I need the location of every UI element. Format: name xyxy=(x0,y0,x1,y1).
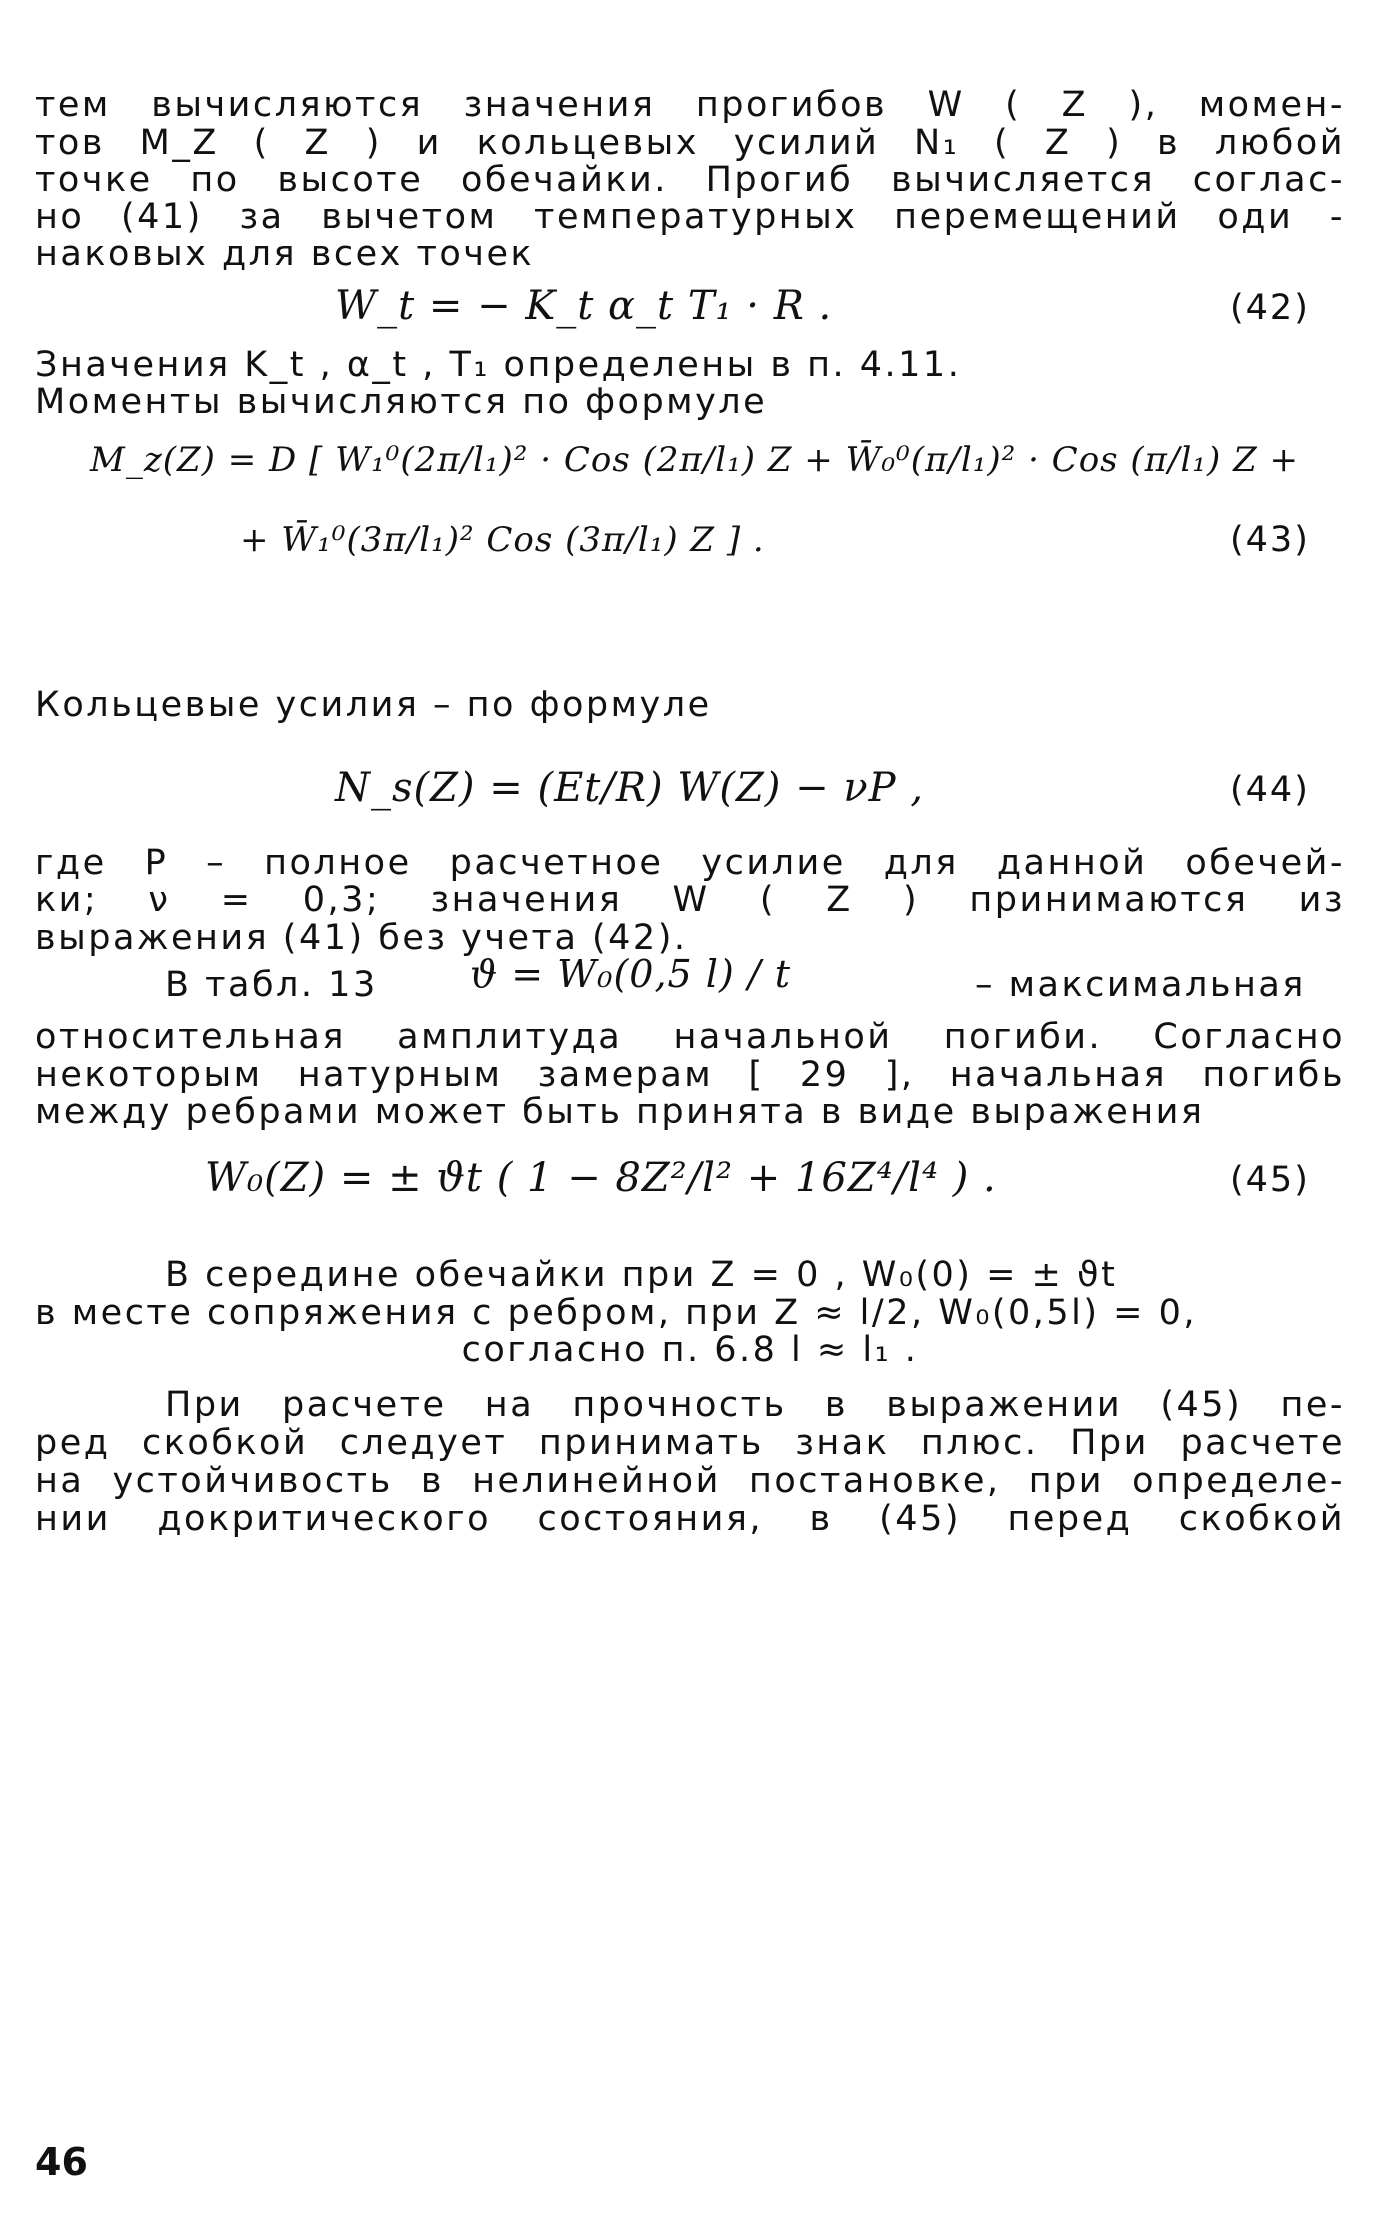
text-line: Значения K_t , α_t , T₁ определены в п. 4.11. xyxy=(35,345,962,385)
text-line: согласно п. 6.8 l ≈ l₁ . xyxy=(461,1330,919,1370)
text-line: В табл. 13 xyxy=(165,965,378,1005)
text-line: на устойчивость в нелинейной постановке, при определе- xyxy=(35,1461,1345,1501)
text-line: ред скобкой следует принимать знак плюс. При расчете xyxy=(35,1423,1345,1463)
equation-43-line2: + W̄₁⁰(3π/l₁)² Cos (3π/l₁) Z ] . xyxy=(240,520,765,560)
text-line: нии докритического состояния, в (45) перед скобкой xyxy=(35,1499,1345,1539)
text-line: При расчете на прочность в выражении (45) пе- xyxy=(165,1385,1345,1425)
equation-43-line1: M_z(Z) = D [ W₁⁰(2π/l₁)² · Cos (2π/l₁) Z + W̄₀⁰(π/l₁)² · Cos (π/l₁) Z + xyxy=(90,440,1299,480)
equation-number: (43) xyxy=(1230,520,1310,560)
text-line: но (41) за вычетом температурных перемещений оди - xyxy=(35,197,1345,237)
text-line: относительная амплитуда начальной погиби. Согласно xyxy=(35,1017,1345,1057)
equation-number: (42) xyxy=(1230,288,1310,328)
equation-45: W₀(Z) = ± ϑt ( 1 − 8Z²/l² + 16Z⁴/l⁴ ) . xyxy=(205,1155,997,1201)
text-line: тов M_Z ( Z ) и кольцевых усилий N₁ ( Z ) в любой xyxy=(35,123,1345,163)
equation-number: (45) xyxy=(1230,1160,1310,1200)
text-line: тем вычисляются значения прогибов W ( Z ), момен- xyxy=(35,85,1345,125)
text-line: где P – полное расчетное усилие для данной обечей- xyxy=(35,843,1345,883)
equation-44: N_s(Z) = (Et/R) W(Z) − νP , xyxy=(335,765,924,811)
equation-theta: ϑ = W₀(0,5 l) / t xyxy=(470,952,791,996)
text-line: Моменты вычисляются по формуле xyxy=(35,382,768,422)
text-line: точке по высоте обечайки. Прогиб вычисляется соглас- xyxy=(35,160,1345,200)
text-line: В середине обечайки при Z = 0 , W₀(0) = ± ϑt xyxy=(165,1255,1118,1295)
text-line: в месте сопряжения с ребром, при Z ≈ l/2, W₀(0,5l) = 0, xyxy=(35,1293,1198,1333)
equation-number: (44) xyxy=(1230,770,1310,810)
text-line: некоторым натурным замерам [ 29 ], начальная погибь xyxy=(35,1055,1345,1095)
text-line: наковых для всех точек xyxy=(35,234,535,274)
equation-42: W_t = − K_t α_t T₁ · R . xyxy=(335,283,833,329)
page-number: 46 xyxy=(35,2140,88,2184)
text-line: ки; ν = 0,3; значения W ( Z ) принимаются из xyxy=(35,880,1345,920)
text-line: между ребрами может быть принята в виде выражения xyxy=(35,1092,1205,1132)
text-line: Кольцевые усилия – по формуле xyxy=(35,685,712,725)
text-line: – максимальная xyxy=(975,965,1306,1005)
text-line: выражения (41) без учета (42). xyxy=(35,918,688,958)
